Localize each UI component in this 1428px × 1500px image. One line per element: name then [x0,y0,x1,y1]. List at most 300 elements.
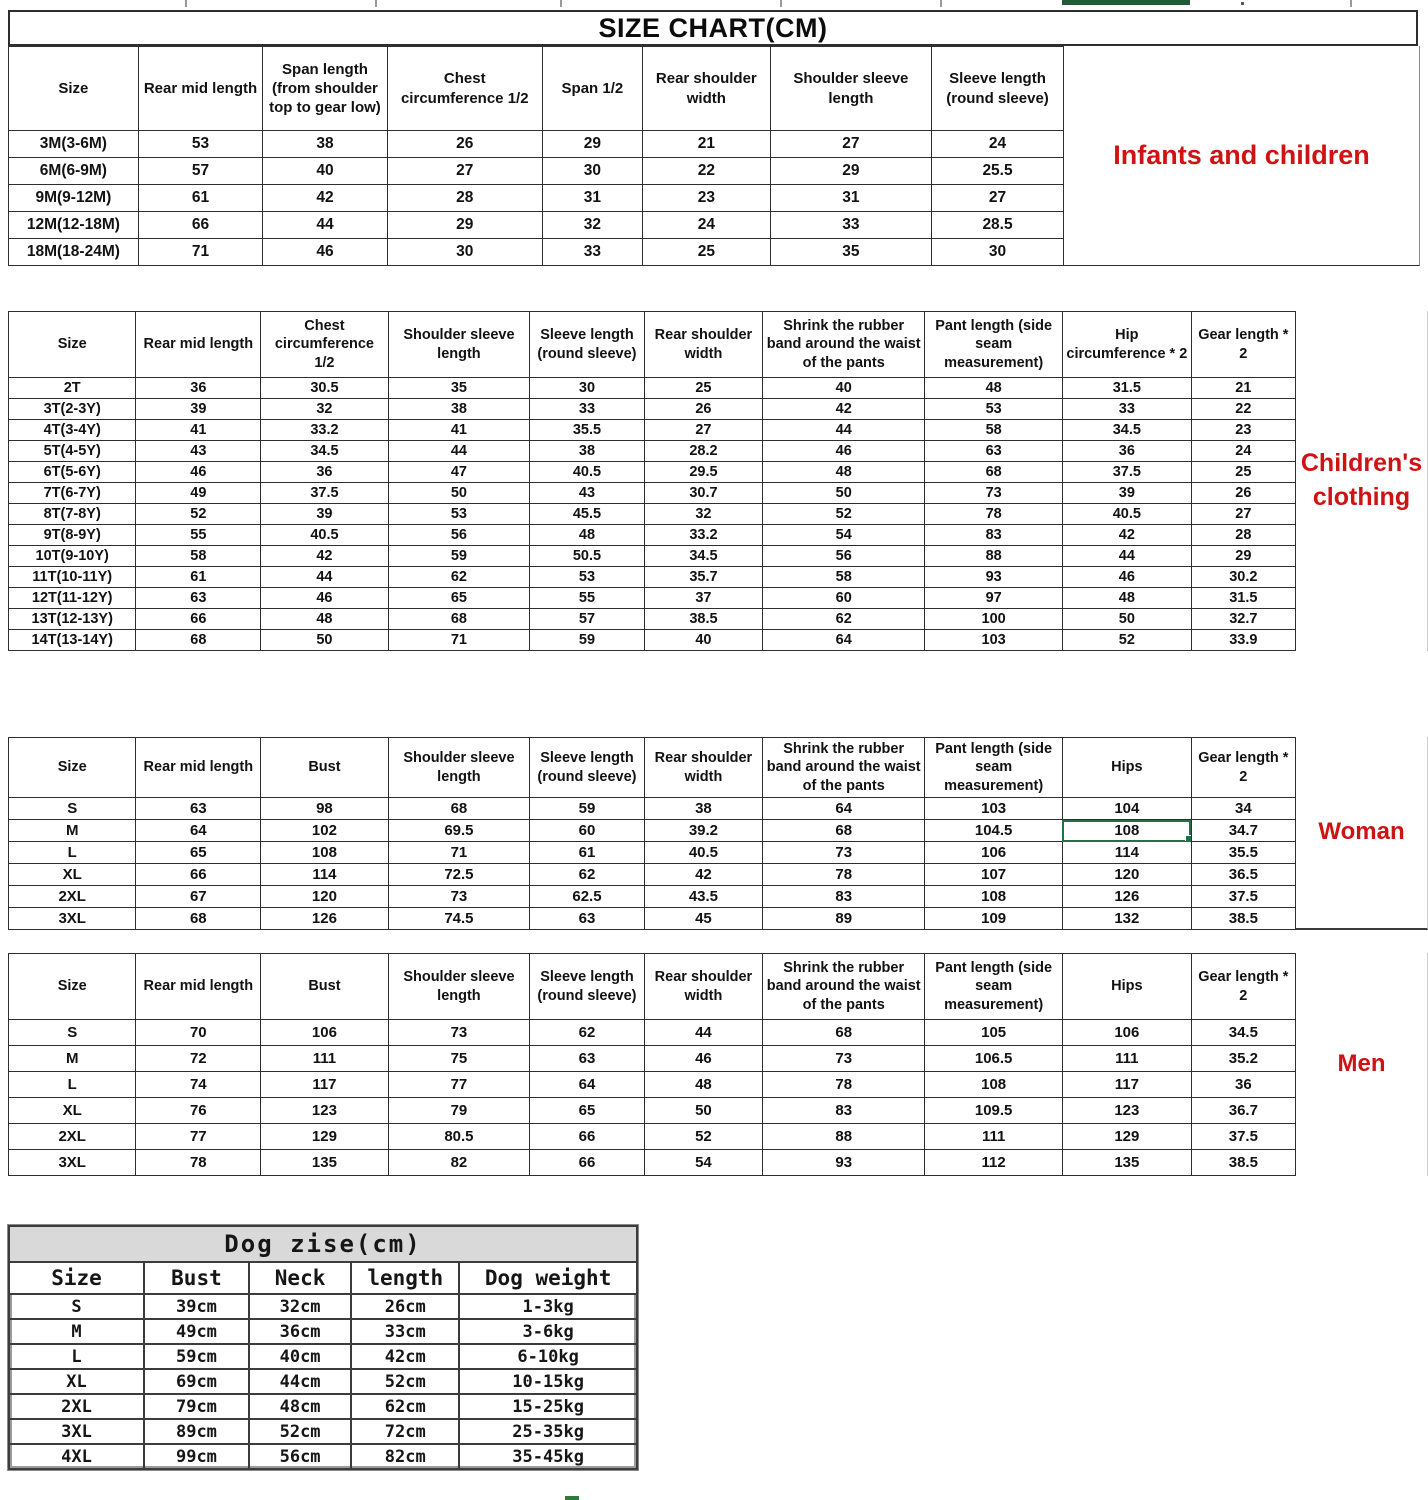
cell: 23 [1191,420,1295,441]
page-title: SIZE CHART(CM) [8,10,1418,46]
cell: 93 [925,567,1063,588]
table-row [9,1150,1296,1176]
cell: 35.5 [530,420,645,441]
cell: 71 [388,842,530,864]
column-header: Shoulder sleeve length [770,47,931,131]
cell: 64 [763,630,925,651]
cell: 41 [388,420,530,441]
cell: 42 [644,864,762,886]
cell: 32 [542,212,642,239]
cell: 33 [770,212,931,239]
column-header: Shrink the rubber band around the waist of the pants [763,738,925,798]
cell: 39.2 [644,820,762,842]
cell: 28 [387,185,542,212]
cell: 44 [644,1020,762,1046]
cell: 72.5 [388,864,530,886]
cell: 50 [763,483,925,504]
cell: 107 [925,864,1063,886]
cell: 12M(12-18M) [9,212,139,239]
table-row [9,1294,637,1319]
cell: 44 [388,441,530,462]
cell: 28.5 [932,212,1064,239]
column-header: Bust [144,1262,249,1294]
cell: 43 [136,441,261,462]
table-row [9,886,1296,908]
cell: 114 [261,864,388,886]
cell: XL [9,1369,144,1394]
cell: 35.2 [1191,1046,1295,1072]
cell: 68 [763,1020,925,1046]
cell: 42 [1062,525,1191,546]
cell: 38 [263,131,387,158]
column-header: Sleeve length (round sleeve) [530,954,645,1020]
cell: 2XL [9,886,136,908]
cell: 18M(18-24M) [9,239,139,266]
grid-tick [940,0,942,7]
cell: 56 [763,546,925,567]
cell: 126 [1062,886,1191,908]
cell: 69.5 [388,820,530,842]
cell: 34.5 [1062,420,1191,441]
cell: 34.5 [261,441,388,462]
cell: 63 [136,588,261,609]
table-row [9,1344,637,1369]
column-header: Shrink the rubber band around the waist of the pants [763,312,925,378]
cell: 61 [138,185,262,212]
cell: 31.5 [1062,378,1191,399]
cell: 73 [388,886,530,908]
cell: 135 [261,1150,388,1176]
cell: 68 [136,908,261,930]
cell: 73 [763,1046,925,1072]
cell: 68 [136,630,261,651]
cell: 33 [1062,399,1191,420]
cell: 79 [388,1098,530,1124]
cell: 117 [1062,1072,1191,1098]
cell: 38 [388,399,530,420]
cell: 39 [261,504,388,525]
cell: 66 [136,609,261,630]
column-header: Bust [261,738,388,798]
cell: 24 [1191,441,1295,462]
cell: 31 [542,185,642,212]
cell: 135 [1062,1150,1191,1176]
column-header: Shoulder sleeve length [388,738,530,798]
cell: 50 [261,630,388,651]
column-header: Rear mid length [136,738,261,798]
cell: 54 [763,525,925,546]
cell: 38 [644,798,762,820]
cell: 27 [1191,504,1295,525]
cell: 30 [932,239,1064,266]
cell: 120 [261,886,388,908]
cell: 108 [925,1072,1063,1098]
cell: 35.5 [1191,842,1295,864]
cell: M [9,820,136,842]
cell: 105 [925,1020,1063,1046]
cell: 22 [1191,399,1295,420]
cell: 9M(9-12M) [9,185,139,212]
infants-section-label: Infants and children [1064,46,1420,266]
cell: 9T(8-9Y) [9,525,136,546]
column-header: Pant length (side seam measurement) [925,954,1063,1020]
cell: 100 [925,609,1063,630]
woman-table-wrap [8,737,1296,930]
cell: 3XL [9,1150,136,1176]
cell: 73 [388,1020,530,1046]
cell: 30.2 [1191,567,1295,588]
grid-tick [560,0,562,7]
table-row [9,158,1064,185]
section-woman [8,737,1428,930]
cell: 63 [136,798,261,820]
cell: 32cm [249,1294,351,1319]
cell: 29 [542,131,642,158]
table-row [9,820,1296,842]
cell: 25 [643,239,771,266]
cell: 75 [388,1046,530,1072]
table-row [9,864,1296,886]
grid-tick [185,0,187,7]
cell: 32 [261,399,388,420]
cell: 43.5 [644,886,762,908]
children-table-wrap [8,311,1296,651]
cell: 45 [644,908,762,930]
cell: 82cm [351,1444,459,1469]
cell: 72 [136,1046,261,1072]
cell: 50 [1062,609,1191,630]
column-header: Span 1/2 [542,47,642,131]
cell: 111 [1062,1046,1191,1072]
cell: 30.5 [261,378,388,399]
cell: 71 [388,630,530,651]
cell: 83 [925,525,1063,546]
cell: 30 [542,158,642,185]
cell: 129 [1062,1124,1191,1150]
cell: 72cm [351,1419,459,1444]
cell: 21 [1191,378,1295,399]
table-row [9,609,1296,630]
cell: 10-15kg [459,1369,637,1394]
cell: 29 [387,212,542,239]
cell: 80.5 [388,1124,530,1150]
cell: 103 [925,798,1063,820]
cell: 25-35kg [459,1419,637,1444]
cell: 52cm [351,1369,459,1394]
cell: 56cm [249,1444,351,1469]
cell: 12T(11-12Y) [9,588,136,609]
cell: 31.5 [1191,588,1295,609]
cell: 15-25kg [459,1394,637,1419]
table-row [9,1419,637,1444]
cell: 65 [136,842,261,864]
cell: 42 [261,546,388,567]
cell: 120 [1062,864,1191,886]
cell: 36.7 [1191,1098,1295,1124]
infants-header-row [9,47,1064,131]
column-header: Sleeve length (round sleeve) [932,47,1064,131]
cell: 62 [763,609,925,630]
cell: 36 [261,462,388,483]
cell: 54 [644,1150,762,1176]
cell: 67 [136,886,261,908]
table-row [9,378,1296,399]
children-header-row [9,312,1296,378]
cell: 39 [1062,483,1191,504]
selection-artifact-bottom [565,1496,579,1500]
cell: 44 [763,420,925,441]
cell: 35 [770,239,931,266]
cell: 34.5 [644,546,762,567]
cell: 106 [261,1020,388,1046]
cell: 13T(12-13Y) [9,609,136,630]
cell: 27 [770,131,931,158]
cell: 65 [388,588,530,609]
cell: 59 [388,546,530,567]
cell: 65 [530,1098,645,1124]
cell: 63 [925,441,1063,462]
cell: 111 [925,1124,1063,1150]
cell: 40 [263,158,387,185]
cell: 108 [261,842,388,864]
cell: L [9,1072,136,1098]
cell: 48 [763,462,925,483]
cell: 74.5 [388,908,530,930]
cell: 59 [530,630,645,651]
cell: 77 [136,1124,261,1150]
cell: 24 [643,212,771,239]
cell: 25 [644,378,762,399]
cell: 123 [1062,1098,1191,1124]
cell: 33.2 [261,420,388,441]
cell: 68 [925,462,1063,483]
cell: 24 [932,131,1064,158]
cell: 25.5 [932,158,1064,185]
cell: 73 [763,842,925,864]
cell: 132 [1062,908,1191,930]
cell: 48 [644,1072,762,1098]
cell: 97 [925,588,1063,609]
cell: 44cm [249,1369,351,1394]
table-row [9,1020,1296,1046]
cell: 34.5 [1191,1020,1295,1046]
cell: 33.9 [1191,630,1295,651]
cell: 40 [644,630,762,651]
cell: 63 [530,908,645,930]
cell: 25 [1191,462,1295,483]
cell: 35-45kg [459,1444,637,1469]
cell: 3XL [9,908,136,930]
cell: 45.5 [530,504,645,525]
cell: 79cm [144,1394,249,1419]
column-header: Rear shoulder width [644,312,762,378]
dog-table-title: Dog zise(cm) [9,1226,637,1262]
cell: 78 [925,504,1063,525]
cell: 5T(4-5Y) [9,441,136,462]
cell: 48 [1062,588,1191,609]
cell: 31 [770,185,931,212]
cell: 104 [1062,798,1191,820]
section-infants [8,46,1420,266]
cell: 40.5 [1062,504,1191,525]
table-row [9,1098,1296,1124]
cell: S [9,798,136,820]
men-header-row [9,954,1296,1020]
cell: 61 [530,842,645,864]
cell: 52 [644,1124,762,1150]
cell: 49cm [144,1319,249,1344]
cell: 58 [763,567,925,588]
cell: 66 [530,1124,645,1150]
cell: 103 [925,630,1063,651]
cell: 28 [1191,525,1295,546]
infants-table-wrap [8,46,1064,266]
cell: 112 [925,1150,1063,1176]
cell: 6-10kg [459,1344,637,1369]
table-row [9,131,1064,158]
cell: 78 [136,1150,261,1176]
cell: 30 [387,239,542,266]
table-row [9,588,1296,609]
infants-size-table [8,46,1064,266]
table-row [9,525,1296,546]
column-header: Gear length * 2 [1191,954,1295,1020]
cell: 64 [763,798,925,820]
cell: 28.2 [644,441,762,462]
cell: XL [9,864,136,886]
cell: 38.5 [1191,1150,1295,1176]
grid-tick [1350,0,1352,7]
cell: 36cm [249,1319,351,1344]
cell: 126 [261,908,388,930]
cell: 82 [388,1150,530,1176]
dog-header-row [9,1262,637,1294]
cell: 44 [263,212,387,239]
cell: 50 [644,1098,762,1124]
cell: 49 [136,483,261,504]
cell: 68 [388,798,530,820]
cell: 36.5 [1191,864,1295,886]
cell: 37.5 [1191,1124,1295,1150]
table-row [9,1319,637,1344]
cell: 52 [763,504,925,525]
table-row [9,567,1296,588]
cell: 36 [1191,1072,1295,1098]
cell: 35.7 [644,567,762,588]
cell: 53 [530,567,645,588]
cell: 29 [770,158,931,185]
cell: 37.5 [1191,886,1295,908]
column-header: Pant length (side seam measurement) [925,738,1063,798]
cell: 40 [763,378,925,399]
cell: 3T(2-3Y) [9,399,136,420]
cell: 42cm [351,1344,459,1369]
cell: 46 [763,441,925,462]
table-row [9,1444,637,1469]
cell: 57 [138,158,262,185]
cell: 73 [925,483,1063,504]
cell: 27 [932,185,1064,212]
table-row [9,462,1296,483]
table-row [9,1394,637,1419]
cell: 57 [530,609,645,630]
column-header: Gear length * 2 [1191,312,1295,378]
table-row [9,212,1064,239]
table-row [9,239,1064,266]
woman-section-label: Woman [1296,737,1428,930]
cell: 14T(13-14Y) [9,630,136,651]
column-header: Gear length * 2 [1191,738,1295,798]
column-header: Size [9,1262,144,1294]
grid-tick [780,0,782,7]
column-header: Hips [1062,954,1191,1020]
cell: 27 [644,420,762,441]
cell: 2XL [9,1394,144,1419]
column-header: Size [9,954,136,1020]
cell: 63 [530,1046,645,1072]
table-row [9,399,1296,420]
grid-tick [375,0,377,7]
cell: 4XL [9,1444,144,1469]
table-row [9,798,1296,820]
cell: 23 [643,185,771,212]
cell: 93 [763,1150,925,1176]
cell: 33cm [351,1319,459,1344]
cell: 129 [261,1124,388,1150]
table-row [9,420,1296,441]
cell: 60 [530,820,645,842]
table-row [9,441,1296,462]
cell: 26cm [351,1294,459,1319]
cell: 30 [530,378,645,399]
cell: 53 [388,504,530,525]
section-dog [8,1225,638,1470]
cell: 83 [763,1098,925,1124]
cell: 104.5 [925,820,1063,842]
column-header: Pant length (side seam measurement) [925,312,1063,378]
selection-artifact-top [1062,0,1190,5]
cell: 62 [530,864,645,886]
cell: 117 [261,1072,388,1098]
cell: 34 [1191,798,1295,820]
cell: 40cm [249,1344,351,1369]
cell: 39cm [144,1294,249,1319]
column-header: Shrink the rubber band around the waist of the pants [763,954,925,1020]
cell: 42 [763,399,925,420]
cell: 46 [644,1046,762,1072]
table-row [9,185,1064,212]
table-row [9,1046,1296,1072]
column-header: Hips [1062,738,1191,798]
table-row [9,908,1296,930]
woman-size-table [8,737,1296,930]
cell: 58 [136,546,261,567]
cell: 32.7 [1191,609,1295,630]
cell: 106 [1062,1020,1191,1046]
cell: 59 [530,798,645,820]
cell: 89cm [144,1419,249,1444]
cell: 109 [925,908,1063,930]
cell: 40.5 [530,462,645,483]
column-header: Size [9,47,139,131]
cell: 66 [138,212,262,239]
cell: 46 [261,588,388,609]
cell: 99cm [144,1444,249,1469]
cell: 44 [1062,546,1191,567]
cell: 26 [387,131,542,158]
cell: 109.5 [925,1098,1063,1124]
table-row [9,483,1296,504]
